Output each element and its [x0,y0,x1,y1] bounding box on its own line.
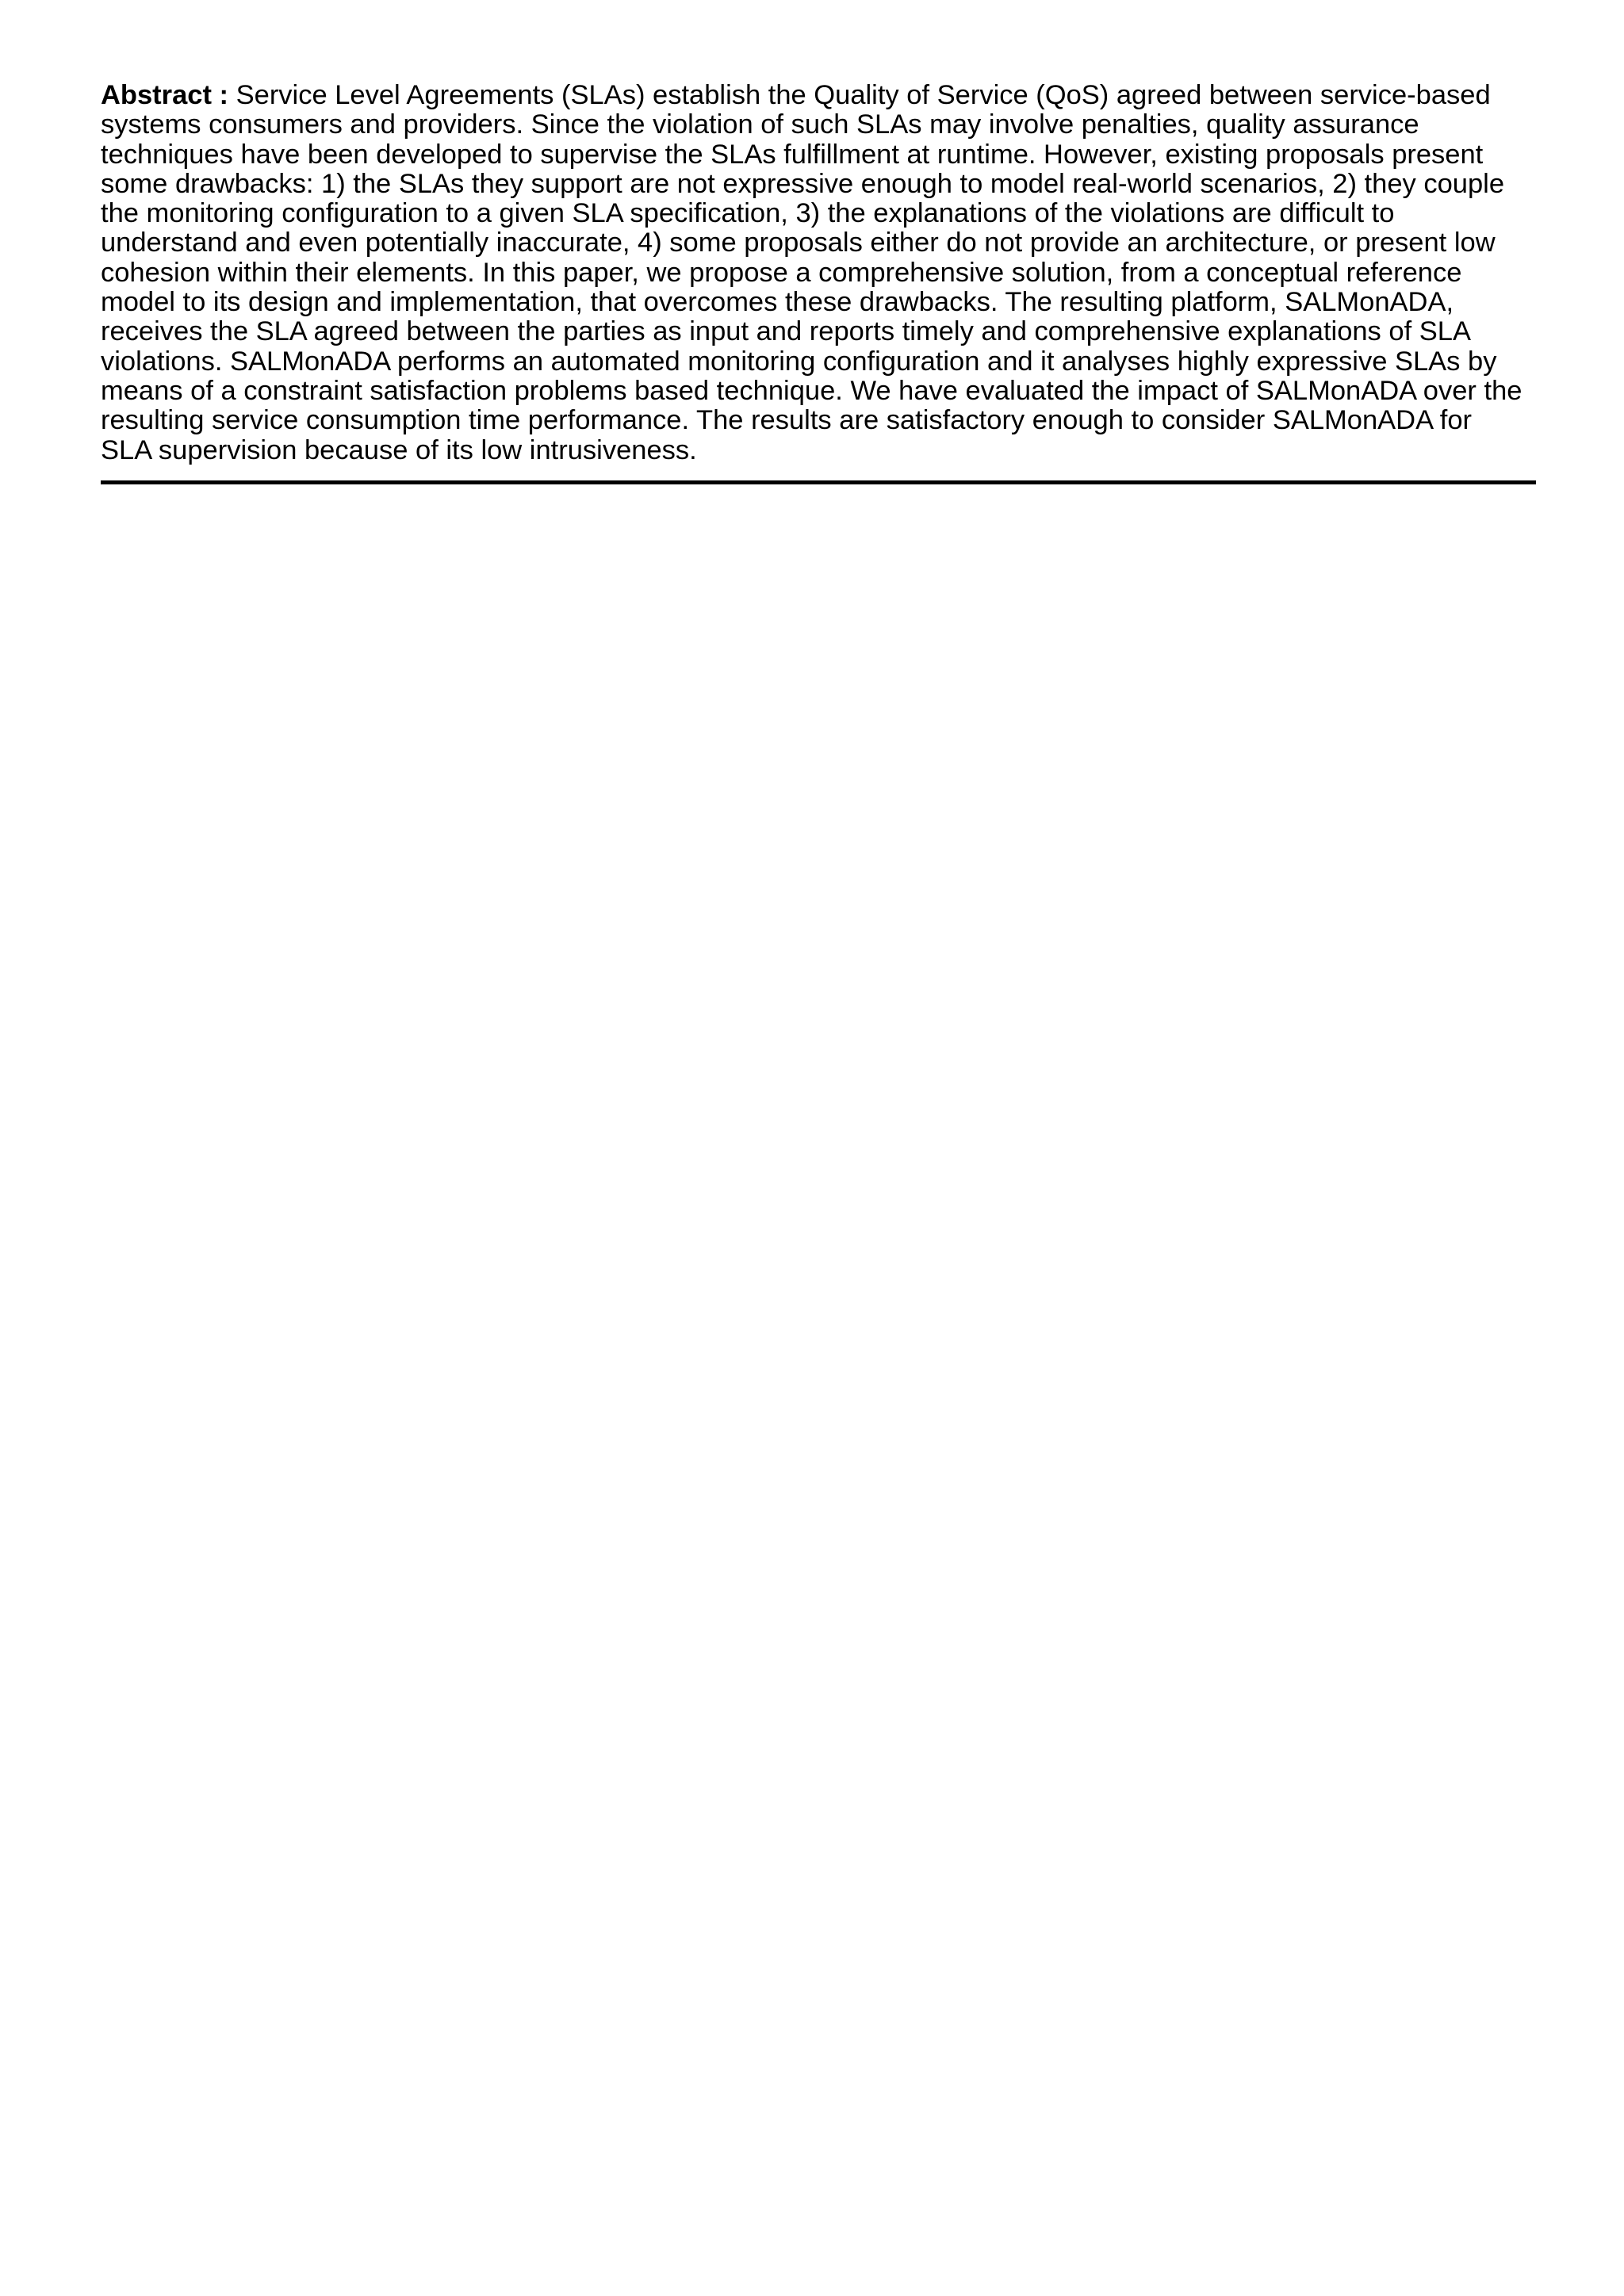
abstract-line-9: receives the SLA agreed between the parties as input and reports timely and comprehensive explanations of SLA [101,316,1471,347]
abstract-line-3: techniques have been developed to supervise the SLAs fulfillment at runtime. However, existing proposals present [101,139,1484,170]
abstract-line-6: understand and even potentially inaccurate, 4) some proposals either do not provide an architecture, or present low [101,228,1496,258]
abstract-line-1 [101,81,1536,110]
abstract-line-4: some drawbacks: 1) the SLAs they support are not expressive enough to model real-world scenarios, 2) they couple [101,168,1505,199]
abstract-line-5: the monitoring configuration to a given SLA specification, 3) the explanations of the violations are difficult to [101,198,1395,229]
abstract-line-7: cohesion within their elements. In this paper, we propose a comprehensive solution, from a conceptual reference [101,257,1462,288]
abstract-line-8: model to its design and implementation, that overcomes these drawbacks. The resulting platform, SALMonADA, [101,287,1454,318]
abstract-section [101,81,1536,465]
abstract-line-11: means of a constraint satisfaction problems based technique. We have evaluated the impact of SALMonADA over the [101,375,1522,406]
abstract-line-12: resulting service consumption time performance. The results are satisfactory enough to consider SALMonADA for [101,405,1473,436]
abstract-line-13: SLA supervision because of its low intrusiveness. [101,434,697,465]
abstract-line-10: violations. SALMonADA performs an automated monitoring configuration and it analyses highly expressive SLAs by [101,346,1497,377]
horizontal-rule [101,480,1536,484]
abstract-label: Abstract : [101,80,229,110]
abstract-text: Service Level Agreements (SLAs) establish the Quality of Service (QoS) agreed between service-based [228,80,1491,110]
abstract-line-2: systems consumers and providers. Since the violation of such SLAs may involve penalties, quality assurance [101,109,1419,140]
